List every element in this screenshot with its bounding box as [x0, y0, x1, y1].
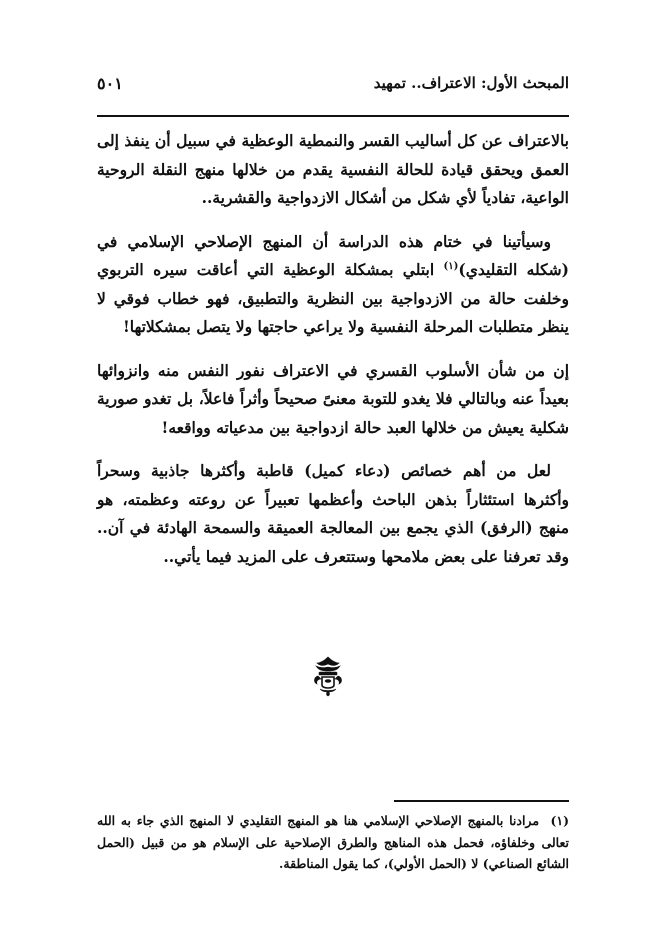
- floral-ornament-icon: [308, 655, 348, 697]
- paragraph-2: [97, 228, 569, 342]
- footnote-text: مرادنا بالمنهج الإصلاحي الإسلامي هنا هو المنهج التقليدي لا المنهج الذي جاء به الله تعالى وخلفاؤه، فحمل هذه المناهج والطرق الإصلاحية على الإسلام هو من قبيل (الحمل الشائع الصناعي) لا (الحمل الأولي)، كما يقول المناطقة.: [97, 813, 569, 871]
- paragraph-2-part-1: وسيأتينا في ختام هذه الدراسة أن المنهج الإصلاحي الإسلامي في (شكله التقليدي): [97, 231, 569, 279]
- header-divider: [97, 115, 569, 117]
- page-number: ٥٠١: [97, 74, 123, 93]
- paragraph-2-part-2: ابتلي بمشكلة الوعظية التي أعاقت سيره التربوي وخلفت حالة من الازدواجية بين النظرية والتطبيق، فهو خطاب فوقي لا ينظر متطلبات المرحلة النفسية ولا يراعي حاجتها ولا يتصل بمشكلاتها!: [97, 260, 569, 336]
- main-text: [97, 127, 569, 586]
- paragraph-4: لعل من أهم خصائص (دعاء كميل) قاطبة وأكثرها جاذبية وسحراً وأكثرها استئثاراً بذهن الباحث وأعظمها تعبيراً عن روعته وعظمته، هو منهج (الرفق) الذي يجمع بين المعالجة العميقة والسمحة الهادئة في آن.. وقد تعرفنا على بعض ملامحها وستتعرف على المزيد فيما يأتي..: [97, 461, 569, 566]
- page-header: [97, 70, 569, 98]
- footnote-1: [97, 810, 569, 875]
- footnotes-section: [97, 810, 569, 875]
- footnote-number: (١): [550, 813, 569, 828]
- paragraph-1: بالاعتراف عن كل أساليب القسر والنمطية الوعظية في سبيل أن ينفذ إلى العمق ويحقق قيادة للحالة النفسية يقدم من خلالها منهج النقلة الروحية الواعية، تفادياً لأي شكل من أشكال الازدواجية والقشرية..: [97, 131, 569, 207]
- footnote-divider: [394, 800, 569, 802]
- decorative-ornament-icon: [308, 655, 348, 697]
- running-title: المبحث الأول: الاعتراف.. تمهيد: [373, 74, 569, 92]
- footnote-reference[interactable]: (١): [443, 260, 459, 272]
- paragraph-3: إن من شأن الأسلوب القسري في الاعتراف نفور النفس منه وانزوائها بعيداً عنه وبالتالي فلا يغدو للتوبة معنىً صحيحاً وأثراً فاعلاً، بل تغدو صورية شكلية يعيش من خلالها العبد حالة ازدواجية بين مدعياته وواقعه!: [97, 360, 569, 437]
